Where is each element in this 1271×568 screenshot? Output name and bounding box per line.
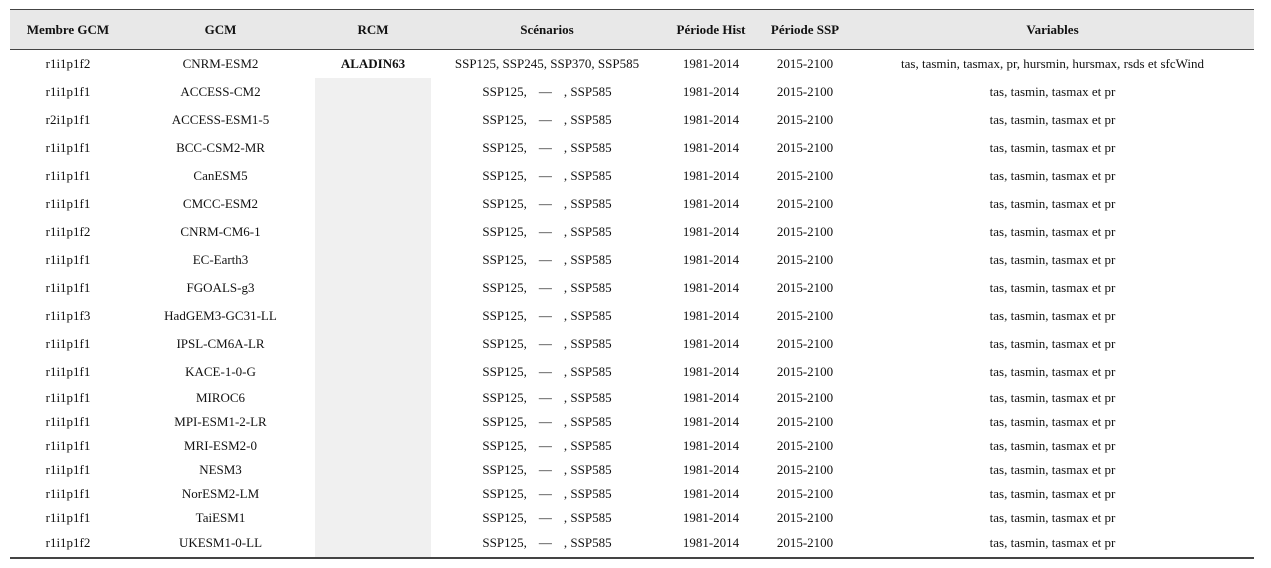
table-row [10,134,1254,162]
scenario-first: SSP125, [482,139,527,155]
scenario-first: SSP125, [482,167,527,183]
cell-member: r1i1p1f1 [45,363,91,379]
header-variables: Variables [851,10,1254,50]
cell-gcm: TaiESM1 [195,509,246,525]
gcm-table [10,9,1254,559]
cell-rcm [315,162,431,190]
cell-member: r1i1p1f3 [45,307,91,323]
cell-hist-period: 1981-2014 [682,195,740,211]
cell-variables: tas, tasmin, tasmax et pr [989,111,1116,127]
scenario-dash: — [538,195,552,211]
cell-rcm [315,134,431,162]
cell-ssp-period: 2015-2100 [776,461,834,477]
cell-gcm: CanESM5 [193,167,248,183]
table-row [10,274,1254,302]
scenario-dash: — [538,223,552,239]
cell-gcm: ACCESS-ESM1-5 [171,111,270,127]
cell-ssp-period: 2015-2100 [776,111,834,127]
cell-rcm [315,506,431,530]
cell-variables: tas, tasmin, tasmax et pr [989,363,1116,379]
cell-variables: tas, tasmin, tasmax et pr [989,223,1116,239]
scenario-last: , SSP585 [563,111,612,127]
cell-hist-period: 1981-2014 [682,55,740,71]
cell-ssp-period: 2015-2100 [776,55,834,71]
scenario-dash: — [538,279,552,295]
cell-hist-period: 1981-2014 [682,335,740,351]
cell-rcm [315,78,431,106]
cell-rcm [315,218,431,246]
cell-gcm: EC-Earth3 [192,251,249,267]
cell-hist-period: 1981-2014 [682,251,740,267]
scenario-last: , SSP585 [563,509,612,525]
cell-variables: tas, tasmin, tasmax et pr [989,509,1116,525]
cell-ssp-period: 2015-2100 [776,307,834,323]
cell-member: r1i1p1f2 [45,55,91,71]
scenario-dash: — [538,139,552,155]
cell-ssp-period: 2015-2100 [776,83,834,99]
table-row [10,302,1254,330]
cell-member: r1i1p1f1 [45,279,91,295]
table-row [10,330,1254,358]
table-row [10,530,1254,558]
table-row [10,506,1254,530]
scenario-first: SSP125, [482,485,527,501]
table-row [10,434,1254,458]
table-body [10,50,1254,558]
table-row [10,50,1254,78]
cell-ssp-period: 2015-2100 [776,485,834,501]
scenario-dash: — [538,461,552,477]
cell-member: r1i1p1f1 [45,461,91,477]
table-row [10,410,1254,434]
cell-ssp-period: 2015-2100 [776,335,834,351]
cell-rcm: ALADIN63 [315,50,431,78]
cell-variables: tas, tasmin, tasmax et pr [989,251,1116,267]
cell-member: r1i1p1f2 [45,223,91,239]
table-row [10,246,1254,274]
scenario-dash: — [538,363,552,379]
cell-gcm: NESM3 [199,461,242,477]
table-row [10,78,1254,106]
cell-hist-period: 1981-2014 [682,111,740,127]
cell-scenarios [431,134,663,162]
cell-gcm: CNRM-CM6-1 [180,223,261,239]
cell-hist-period: 1981-2014 [682,223,740,239]
scenario-dash: — [538,307,552,323]
header-member: Membre GCM [10,10,126,50]
scenario-dash: — [538,167,552,183]
scenario-dash: — [538,509,552,525]
cell-gcm: KACE-1-0-G [185,363,256,379]
scenario-dash: — [538,535,552,550]
cell-member: r1i1p1f1 [45,413,91,429]
cell-ssp-period: 2015-2100 [776,167,834,183]
cell-member: r1i1p1f1 [45,335,91,351]
cell-scenarios [431,274,663,302]
cell-gcm: IPSL-CM6A-LR [176,335,265,351]
cell-scenarios [431,50,663,78]
scenario-dash: — [538,335,552,351]
cell-scenarios [431,330,663,358]
cell-rcm [315,190,431,218]
scenario-last: , SSP585 [563,251,612,267]
scenario-last: , SSP585 [563,307,612,323]
table-row [10,358,1254,386]
scenario-last: , SSP585 [563,195,612,211]
cell-gcm: MRI-ESM2-0 [184,437,257,453]
scenario-last: , SSP585 [563,83,612,99]
cell-ssp-period: 2015-2100 [776,251,834,267]
cell-scenarios [431,190,663,218]
cell-member: r1i1p1f2 [10,530,126,558]
cell-rcm [315,458,431,482]
scenario-last: , SSP585 [563,335,612,351]
cell-hist-period: 1981-2014 [682,389,740,405]
cell-scenarios [431,434,663,458]
cell-variables: tas, tasmin, tasmax, pr, hursmin, hursmax, rsds et sfcWind [901,55,1204,71]
cell-gcm: NorESM2-LM [181,485,260,501]
cell-hist-period: 1981-2014 [682,413,740,429]
cell-variables: tas, tasmin, tasmax et pr [989,139,1116,155]
cell-ssp-period: 2015-2100 [776,413,834,429]
scenario-first: SSP125, [482,279,527,295]
cell-member: r1i1p1f1 [45,485,91,501]
cell-rcm [315,482,431,506]
scenario-last: , SSP585 [563,413,612,429]
table-row [10,190,1254,218]
scenario-last: , SSP585 [563,139,612,155]
cell-rcm [315,106,431,134]
header-scenarios: Scénarios [431,10,663,50]
cell-variables: tas, tasmin, tasmax et pr [989,413,1116,429]
scenario-dash: — [538,485,552,501]
table-row [10,218,1254,246]
cell-ssp-period: 2015-2100 [776,279,834,295]
cell-ssp-period: 2015-2100 [776,223,834,239]
scenario-dash: — [538,413,552,429]
cell-variables: tas, tasmin, tasmax et pr [989,307,1116,323]
header-hist-period: Période Hist [663,10,759,50]
scenario-first: SSP125, [482,363,527,379]
cell-scenarios [431,218,663,246]
cell-hist-period: 1981-2014 [682,485,740,501]
cell-member: r1i1p1f1 [45,139,91,155]
scenario-first: SSP125, [482,509,527,525]
cell-rcm [315,410,431,434]
scenario-first: SSP125, [482,195,527,211]
cell-rcm [315,302,431,330]
scenario-last: , SSP585 [563,437,612,453]
cell-member: r1i1p1f1 [45,389,91,405]
table-row [10,482,1254,506]
cell-hist-period: 1981-2014 [682,279,740,295]
cell-variables: tas, tasmin, tasmax et pr [989,389,1116,405]
cell-member: r1i1p1f1 [45,509,91,525]
cell-hist-period: 1981-2014 [682,83,740,99]
scenario-first: SSP125, [482,335,527,351]
cell-variables: tas, tasmin, tasmax et pr [851,530,1254,558]
table-header [10,10,1254,50]
scenario-first: SSP125, [482,535,527,550]
cell-scenarios [431,162,663,190]
cell-gcm: MPI-ESM1-2-LR [174,413,267,429]
table-row [10,386,1254,410]
cell-scenarios [431,358,663,386]
cell-gcm: FGOALS-g3 [186,279,255,295]
cell-ssp-period: 2015-2100 [776,437,834,453]
cell-variables: tas, tasmin, tasmax et pr [989,167,1116,183]
cell-ssp-period: 2015-2100 [776,139,834,155]
cell-rcm [315,330,431,358]
cell-scenarios [431,106,663,134]
scenario-dash: — [538,83,552,99]
scenario-first: SSP125, [482,461,527,477]
scenario-last: , SSP585 [563,485,612,501]
header-ssp-period: Période SSP [759,10,851,50]
cell-scenarios [431,482,663,506]
cell-rcm [315,246,431,274]
scenario-last: , SSP585 [563,461,612,477]
cell-member: r2i1p1f1 [45,111,91,127]
cell-member: r1i1p1f1 [45,167,91,183]
cell-scenarios [431,246,663,274]
scenario-first: SSP125, [482,111,527,127]
cell-hist-period: 1981-2014 [663,530,759,558]
cell-gcm: MIROC6 [195,389,246,405]
scenario-dash: — [538,389,552,405]
scenario-first: SSP125, [482,83,527,99]
cell-member: r1i1p1f1 [45,83,91,99]
cell-ssp-period: 2015-2100 [776,389,834,405]
cell-variables: tas, tasmin, tasmax et pr [989,461,1116,477]
table-row [10,458,1254,482]
header-rcm: RCM [315,10,431,50]
cell-ssp-period: 2015-2100 [776,363,834,379]
cell-rcm [315,274,431,302]
scenario-first: SSP125, [482,413,527,429]
cell-variables: tas, tasmin, tasmax et pr [989,279,1116,295]
header-gcm: GCM [126,10,315,50]
cell-scenarios [431,530,663,558]
cell-hist-period: 1981-2014 [682,167,740,183]
cell-variables: tas, tasmin, tasmax et pr [989,437,1116,453]
table-row [10,162,1254,190]
cell-variables: tas, tasmin, tasmax et pr [989,485,1116,501]
cell-hist-period: 1981-2014 [682,461,740,477]
cell-gcm: ACCESS-CM2 [180,83,261,99]
cell-hist-period: 1981-2014 [682,509,740,525]
cell-member: r1i1p1f1 [45,437,91,453]
scenario-last: , SSP585 [563,363,612,379]
scenario-last: , SSP585 [563,167,612,183]
cell-gcm: UKESM1-0-LL [126,530,315,558]
cell-hist-period: 1981-2014 [682,307,740,323]
cell-hist-period: 1981-2014 [682,363,740,379]
cell-gcm: HadGEM3-GC31-LL [164,307,277,323]
cell-hist-period: 1981-2014 [682,437,740,453]
cell-variables: tas, tasmin, tasmax et pr [989,335,1116,351]
cell-scenarios [431,386,663,410]
cell-scenarios [431,302,663,330]
gcm-table-container [10,9,1254,559]
cell-variables: tas, tasmin, tasmax et pr [989,195,1116,211]
cell-member: r1i1p1f1 [45,251,91,267]
table-row [10,106,1254,134]
cell-scenarios [431,458,663,482]
scenario-first: SSP125, SSP245, SSP370, SSP585 [454,55,640,71]
scenario-last: , SSP585 [563,535,612,550]
scenario-last: , SSP585 [563,389,612,405]
header-row [10,10,1254,50]
cell-member: r1i1p1f1 [45,195,91,211]
scenario-first: SSP125, [482,223,527,239]
cell-gcm: BCC-CSM2-MR [176,139,265,155]
cell-rcm [315,434,431,458]
cell-rcm [315,358,431,386]
cell-ssp-period: 2015-2100 [759,530,851,558]
cell-ssp-period: 2015-2100 [776,195,834,211]
cell-rcm [315,530,431,558]
scenario-last: , SSP585 [563,279,612,295]
cell-scenarios [431,410,663,434]
cell-rcm [315,386,431,410]
scenario-dash: — [538,251,552,267]
cell-ssp-period: 2015-2100 [776,509,834,525]
scenario-first: SSP125, [482,389,527,405]
cell-gcm: CMCC-ESM2 [182,195,259,211]
cell-hist-period: 1981-2014 [682,139,740,155]
cell-variables: tas, tasmin, tasmax et pr [989,83,1116,99]
cell-scenarios [431,78,663,106]
scenario-dash: — [538,437,552,453]
scenario-first: SSP125, [482,437,527,453]
scenario-first: SSP125, [482,251,527,267]
scenario-last: , SSP585 [563,223,612,239]
scenario-dash: — [538,111,552,127]
cell-scenarios [431,506,663,530]
cell-gcm: CNRM-ESM2 [182,55,259,71]
scenario-first: SSP125, [482,307,527,323]
